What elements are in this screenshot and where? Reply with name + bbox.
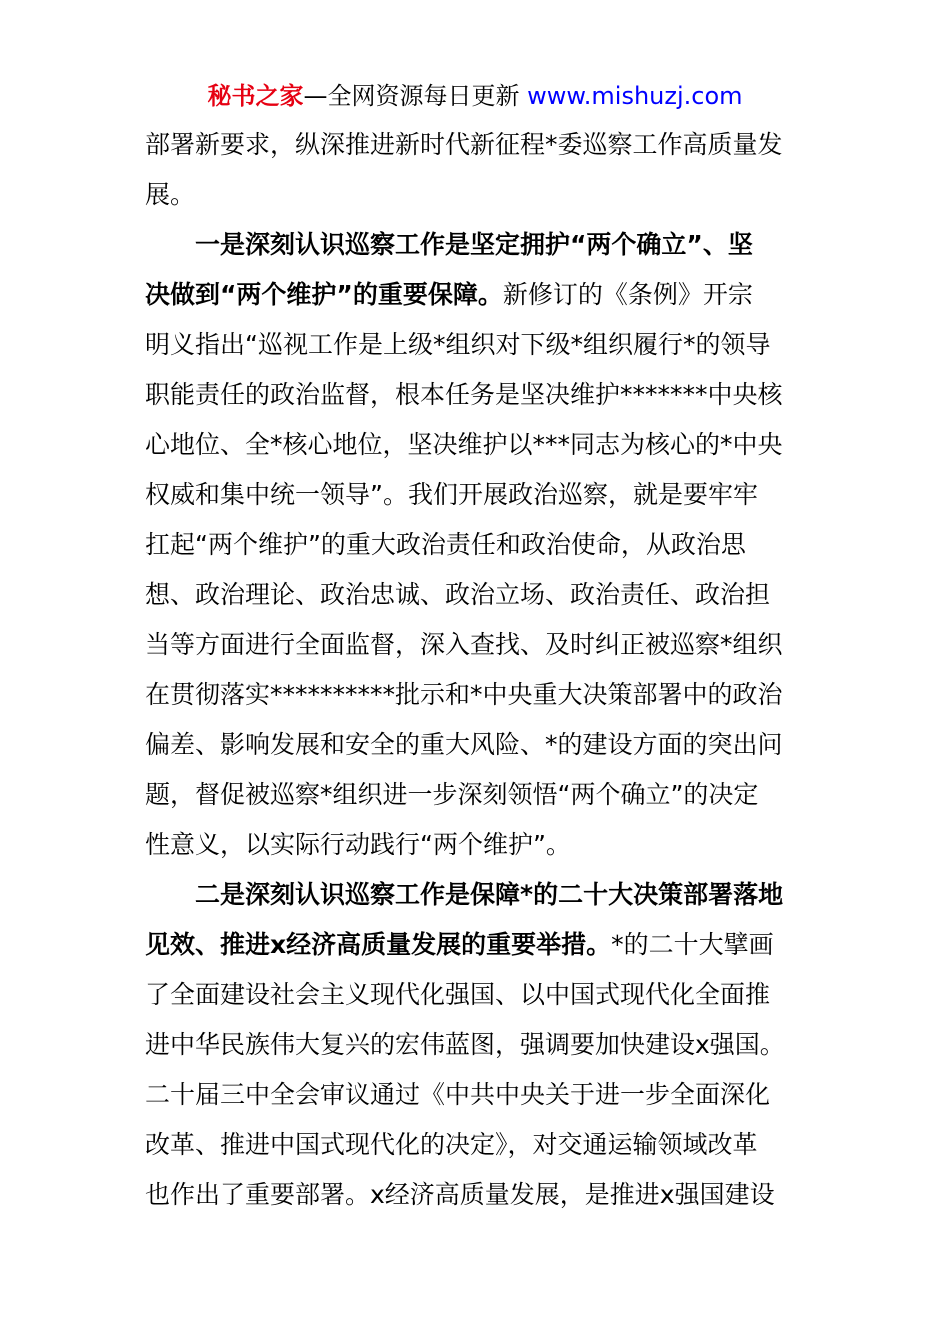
text-line: 明义指出“巡视工作是上级*组织对下级*组织履行*的领导 [145,330,771,359]
point-one-heading: 一是深刻认识巡察工作是坚定拥护“两个确立”、坚 [195,230,753,259]
text-line: 展。 [145,180,196,209]
point-two-text: *的二十大擘画 [611,930,774,959]
text-line: 了全面建设社会主义现代化强国、以中国式现代化全面推 [145,980,771,1009]
text-line: 二十届三中全会审议通过《中共中央关于进一步全面深化 [145,1080,771,1109]
header-tagline: —全网资源每日更新 [303,82,528,110]
text-line [145,270,805,320]
brand-name: 秘书之家 [207,82,304,110]
text-line: 扛起“两个维护”的重大政治责任和政治使命，从政治思 [145,530,746,559]
text-line: 进中华民族伟大复兴的宏伟蓝图，强调要加快建设x强国。 [145,1030,785,1059]
point-two-heading-cont: 见效、推进x经济高质量发展的重要举措。 [145,930,612,959]
text-line: 想、政治理论、政治忠诚、政治立场、政治责任、政治担 [145,580,771,609]
page-header [0,78,950,114]
point-one-heading-cont: 决做到“两个维护”的重要保障。 [145,280,503,309]
point-two-heading: 二是深刻认识巡察工作是保障*的二十大决策部署落地 [195,880,784,909]
text-line: 性意义，以实际行动践行“两个维护”。 [145,830,571,859]
text-line: 题，督促被巡察*组织进一步深刻领悟“两个确立”的决定 [145,780,759,809]
paragraph-point-two [145,870,805,1220]
text-line [145,920,805,970]
text-line: 心地位、全*核心地位，坚决维护以***同志为核心的*中央 [145,430,783,459]
text-line: 权威和集中统一领导”。我们开展政治巡察，就是要牢牢 [145,480,758,509]
paragraph-point-one [145,220,805,870]
text-line: 在贯彻落实**********批示和*中央重大决策部署中的政治 [145,680,783,709]
text-line: 当等方面进行全面监督，深入查找、及时纠正被巡察*组织 [145,630,783,659]
document-body [145,120,805,1220]
text-line: 部署新要求，纵深推进新时代新征程*委巡察工作高质量发 [145,130,783,159]
text-line: 也作出了重要部署。x经济高质量发展，是推进x强国建设 [145,1180,775,1209]
text-line: 偏差、影响发展和安全的重大风险、*的建设方面的突出问 [145,730,783,759]
header-url[interactable]: www.mishuzj.com [527,82,743,110]
text-line: 改革、推进中国式现代化的决定》，对交通运输领域改革 [145,1130,758,1159]
point-one-text: 新修订的《条例》开宗 [502,280,753,309]
text-line: 职能责任的政治监督，根本任务是坚决维护*******中央核 [145,380,783,409]
paragraph-intro [145,120,805,220]
